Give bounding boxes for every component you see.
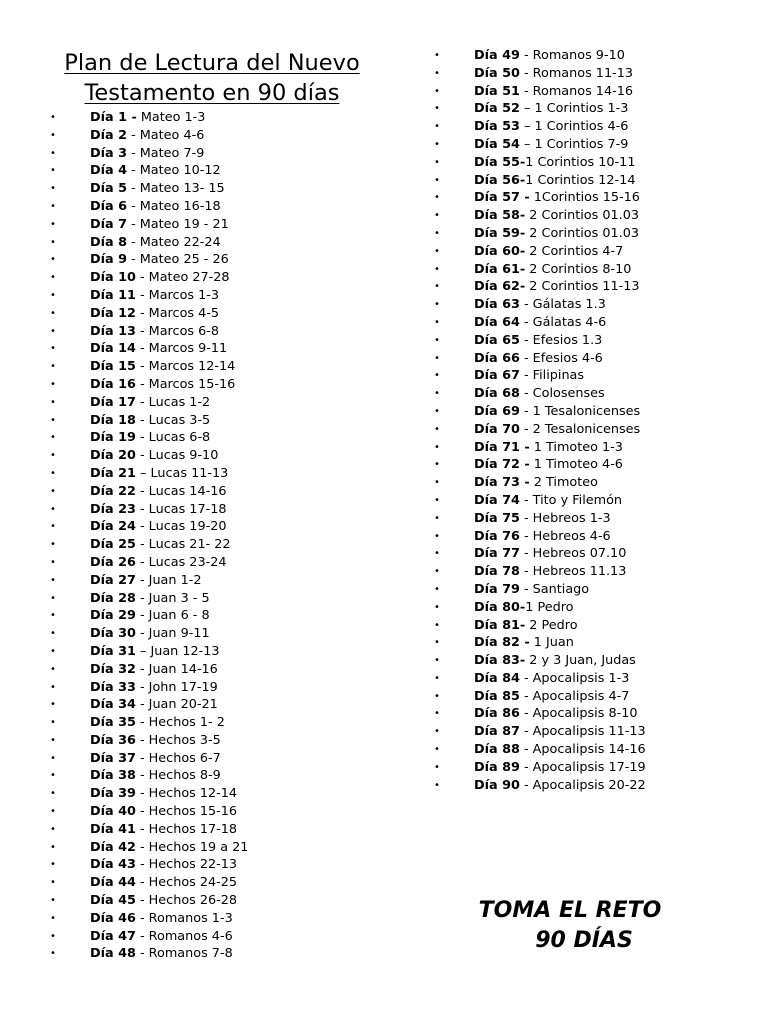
list-item: [50, 323, 248, 341]
day-label: Día 31: [90, 643, 136, 659]
day-label: Día 85: [474, 688, 520, 704]
day-label: Día 48: [90, 946, 136, 962]
list-item: [50, 892, 248, 910]
day-label: Día 78: [474, 564, 520, 580]
day-label: Día 13: [90, 323, 136, 339]
list-item: [50, 945, 248, 963]
reading-label: - Tito y Filemón: [519, 492, 623, 508]
reading-label: - Romanos 4-6: [135, 928, 233, 944]
list-item: [434, 777, 646, 795]
list-item: [50, 127, 248, 145]
list-item: [50, 465, 248, 483]
reading-label: – Juan 12-13: [135, 643, 220, 659]
day-label: Día 22: [90, 483, 136, 499]
list-item: [50, 803, 248, 821]
list-item: [434, 634, 646, 652]
day-label: Día 46: [90, 910, 136, 926]
reading-label: - Mateo 22-24: [127, 234, 221, 250]
reading-label: - Marcos 1-3: [135, 287, 220, 303]
day-label: Día 21: [90, 465, 136, 481]
day-label: Día 9: [90, 252, 128, 268]
day-label: Día 19: [90, 430, 136, 446]
reading-label: - Marcos 4-5: [135, 305, 220, 321]
day-label: Día 62-: [474, 279, 526, 295]
day-label: Día 6: [90, 198, 128, 214]
list-item: [434, 65, 646, 83]
day-label: Día 81-: [474, 617, 526, 633]
reading-label: 1 Pedro: [525, 599, 574, 615]
reading-label: 1 Juan: [529, 635, 574, 651]
list-item: [434, 670, 646, 688]
reading-label: 2 Pedro: [525, 617, 578, 633]
reading-label: - Mateo 4-6: [127, 127, 205, 143]
reading-label: - Mateo 16-18: [127, 198, 221, 214]
reading-label: - Mateo 10-12: [127, 163, 221, 179]
day-label: Día 20: [90, 448, 136, 464]
day-label: Día 40: [90, 804, 136, 820]
reading-label: - Juan 9-11: [135, 626, 210, 642]
list-item: [50, 198, 248, 216]
reading-label: - Lucas 17-18: [135, 501, 227, 517]
day-label: Día 25: [90, 537, 136, 553]
reading-label: - Marcos 9-11: [135, 341, 228, 357]
list-item: [50, 767, 248, 785]
challenge-line-2: 90 DÍAS: [535, 928, 633, 953]
list-item: [434, 332, 646, 350]
list-item: [50, 340, 248, 358]
day-label: Día 10: [90, 270, 136, 286]
list-item: [434, 296, 646, 314]
day-label: Día 90: [474, 777, 520, 793]
reading-label: 1 Timoteo 1-3: [529, 439, 623, 455]
list-item: [50, 590, 248, 608]
list-item: [50, 251, 248, 269]
list-item: [50, 732, 248, 750]
reading-label: - Hebreos 07.10: [519, 546, 627, 562]
day-label: Día 84: [474, 670, 520, 686]
reading-label: – 1 Corintios 4-6: [519, 119, 629, 135]
day-label: Día 43: [90, 857, 136, 873]
reading-label: - Juan 6 - 8: [135, 608, 210, 624]
challenge-callout: [470, 896, 670, 956]
reading-label: - Mateo 25 - 26: [127, 252, 229, 268]
day-label: Día 59-: [474, 225, 526, 241]
day-label: Día 86: [474, 706, 520, 722]
reading-label: 2 Corintios 01.03: [525, 225, 639, 241]
reading-list-right: [434, 47, 646, 794]
day-label: Día 45: [90, 893, 136, 909]
day-label: Día 1 -: [90, 110, 137, 125]
reading-label: - Apocalipsis 4-7: [519, 688, 630, 704]
reading-label: - Hechos 22-13: [135, 857, 238, 873]
day-label: Día 15: [90, 359, 136, 375]
reading-label: - Marcos 12-14: [135, 359, 236, 375]
reading-label: - Lucas 9-10: [135, 448, 219, 464]
reading-label: - Juan 1-2: [135, 572, 202, 588]
reading-label: - Colosenses: [519, 386, 605, 402]
day-label: Día 75: [474, 510, 520, 526]
day-label: Día 79: [474, 581, 520, 597]
day-label: Día 23: [90, 501, 136, 517]
day-label: Día 71 -: [474, 439, 530, 455]
reading-label: - Romanos 14-16: [519, 83, 633, 99]
reading-label: - Hebreos 1-3: [519, 510, 611, 526]
day-label: Día 57 -: [474, 190, 530, 206]
day-label: Día 29: [90, 608, 136, 624]
reading-label: - Santiago: [519, 581, 590, 597]
day-label: Día 76: [474, 528, 520, 544]
day-label: Día 35: [90, 715, 136, 731]
list-item: [434, 118, 646, 136]
list-item: [50, 429, 248, 447]
day-label: Día 60-: [474, 243, 526, 259]
day-label: Día 37: [90, 750, 136, 766]
list-item: [50, 910, 248, 928]
reading-label: - 1 Tesalonicenses: [519, 403, 641, 419]
list-item: [50, 305, 248, 323]
day-label: Día 47: [90, 928, 136, 944]
reading-label: - Marcos 15-16: [135, 376, 236, 392]
reading-label: 1 Timoteo 4-6: [529, 457, 623, 473]
day-label: Día 24: [90, 519, 136, 535]
list-item: [434, 154, 646, 172]
list-item: [50, 536, 248, 554]
reading-label: - Hechos 26-28: [135, 893, 238, 909]
list-item: [434, 510, 646, 528]
day-label: Día 7: [90, 216, 128, 232]
reading-label: - Romanos 9-10: [519, 48, 625, 63]
day-label: Día 5: [90, 181, 128, 197]
reading-label: - Filipinas: [519, 368, 585, 384]
list-item: [434, 599, 646, 617]
reading-label: - Hebreos 11.13: [519, 564, 627, 580]
list-item: [50, 643, 248, 661]
list-item: [434, 385, 646, 403]
reading-label: – 1 Corintios 1-3: [519, 101, 629, 117]
day-label: Día 68: [474, 386, 520, 402]
day-label: Día 61-: [474, 261, 526, 277]
reading-label: - Hebreos 4-6: [519, 528, 611, 544]
list-item: [434, 759, 646, 777]
reading-label: - Lucas 1-2: [135, 394, 211, 410]
list-item: [434, 456, 646, 474]
list-item: [434, 314, 646, 332]
reading-label: - Hechos 1- 2: [135, 715, 225, 731]
reading-label: – Lucas 11-13: [135, 465, 229, 481]
list-item: [434, 100, 646, 118]
list-item: [50, 412, 248, 430]
day-label: Día 87: [474, 724, 520, 740]
day-label: Día 69: [474, 403, 520, 419]
list-item: [50, 607, 248, 625]
list-item: [50, 625, 248, 643]
reading-label: - Lucas 14-16: [135, 483, 227, 499]
reading-label: 1Corintios 15-16: [529, 190, 640, 206]
day-label: Día 14: [90, 341, 136, 357]
reading-label: 2 Corintios 4-7: [525, 243, 624, 259]
reading-label: - Gálatas 1.3: [519, 297, 606, 313]
list-item: [434, 545, 646, 563]
list-item: [50, 839, 248, 857]
day-label: Día 67: [474, 368, 520, 384]
reading-label: - Apocalipsis 8-10: [519, 706, 638, 722]
reading-label: - Lucas 6-8: [135, 430, 211, 446]
list-item: [50, 358, 248, 376]
list-item: [434, 617, 646, 635]
day-label: Día 18: [90, 412, 136, 428]
list-item: [434, 367, 646, 385]
reading-label: Mateo 1-3: [136, 110, 206, 125]
list-item: [50, 554, 248, 572]
day-label: Día 54: [474, 136, 520, 152]
day-label: Día 55-: [474, 154, 526, 170]
list-item: [50, 874, 248, 892]
list-item: [50, 483, 248, 501]
list-item: [434, 563, 646, 581]
reading-label: 2 Timoteo: [529, 475, 598, 491]
day-label: Día 38: [90, 768, 136, 784]
list-item: [50, 714, 248, 732]
list-item: [50, 109, 248, 127]
day-label: Día 28: [90, 590, 136, 606]
day-label: Día 64: [474, 314, 520, 330]
day-label: Día 27: [90, 572, 136, 588]
day-label: Día 17: [90, 394, 136, 410]
list-item: [50, 661, 248, 679]
day-label: Día 34: [90, 697, 136, 713]
list-item: [434, 243, 646, 261]
list-item: [50, 376, 248, 394]
day-label: Día 89: [474, 759, 520, 775]
day-label: Día 70: [474, 421, 520, 437]
day-label: Día 8: [90, 234, 128, 250]
list-item: [50, 394, 248, 412]
day-label: Día 77: [474, 546, 520, 562]
reading-label: - Romanos 1-3: [135, 910, 233, 926]
list-item: [50, 518, 248, 536]
reading-label: - Apocalipsis 17-19: [519, 759, 646, 775]
list-item: [50, 162, 248, 180]
list-item: [434, 652, 646, 670]
list-item: [50, 447, 248, 465]
list-item: [50, 750, 248, 768]
page-title: [40, 48, 384, 108]
title-line-1: Plan de Lectura del Nuevo: [64, 50, 360, 76]
reading-label: - Hechos 8-9: [135, 768, 221, 784]
reading-label: - Apocalipsis 11-13: [519, 724, 646, 740]
reading-label: - Mateo 13- 15: [127, 181, 225, 197]
reading-label: - Lucas 21- 22: [135, 537, 231, 553]
day-label: Día 65: [474, 332, 520, 348]
day-label: Día 30: [90, 626, 136, 642]
reading-label: - Hechos 24-25: [135, 875, 238, 891]
reading-label: - Efesios 1.3: [519, 332, 603, 348]
list-item: [50, 696, 248, 714]
day-label: Día 63: [474, 297, 520, 313]
list-item: [434, 688, 646, 706]
day-label: Día 74: [474, 492, 520, 508]
list-item: [50, 180, 248, 198]
list-item: [434, 581, 646, 599]
reading-label: 2 Corintios 8-10: [525, 261, 632, 277]
list-item: [434, 83, 646, 101]
reading-label: - Mateo 19 - 21: [127, 216, 229, 232]
reading-label: - Hechos 6-7: [135, 750, 221, 766]
list-item: [434, 741, 646, 759]
list-item: [50, 679, 248, 697]
reading-label: - Hechos 17-18: [135, 821, 238, 837]
reading-label: - 2 Tesalonicenses: [519, 421, 641, 437]
day-label: Día 2: [90, 127, 128, 143]
list-item: [434, 421, 646, 439]
title-line-2: Testamento en 90 días: [84, 80, 340, 106]
list-item: [434, 723, 646, 741]
reading-label: - Lucas 23-24: [135, 554, 227, 570]
day-label: Día 4: [90, 163, 128, 179]
list-item: [434, 350, 646, 368]
day-label: Día 33: [90, 679, 136, 695]
list-item: [434, 172, 646, 190]
list-item: [434, 207, 646, 225]
reading-label: - Mateo 7-9: [127, 145, 205, 161]
reading-label: 2 Corintios 01.03: [525, 208, 639, 224]
reading-label: - Hechos 19 a 21: [135, 839, 249, 855]
list-item: [434, 439, 646, 457]
reading-label: - John 17-19: [135, 679, 218, 695]
reading-label: - Gálatas 4-6: [519, 314, 607, 330]
list-item: [434, 261, 646, 279]
reading-label: - Lucas 19-20: [135, 519, 227, 535]
day-label: Día 51: [474, 83, 520, 99]
reading-label: - Juan 14-16: [135, 661, 218, 677]
reading-label: 1 Corintios 12-14: [525, 172, 636, 188]
reading-label: - Mateo 27-28: [135, 270, 230, 286]
day-label: Día 53: [474, 119, 520, 135]
list-item: [434, 278, 646, 296]
reading-label: 2 y 3 Juan, Judas: [525, 653, 636, 669]
day-label: Día 66: [474, 350, 520, 366]
reading-label: 1 Corintios 10-11: [525, 154, 636, 170]
day-label: Día 32: [90, 661, 136, 677]
day-label: Día 73 -: [474, 475, 530, 491]
list-item: [50, 501, 248, 519]
reading-label: - Apocalipsis 1-3: [519, 670, 630, 686]
day-label: Día 36: [90, 732, 136, 748]
day-label: Día 42: [90, 839, 136, 855]
list-item: [434, 136, 646, 154]
reading-label: - Juan 20-21: [135, 697, 218, 713]
list-item: [50, 216, 248, 234]
day-label: Día 12: [90, 305, 136, 321]
list-item: [434, 528, 646, 546]
day-label: Día 88: [474, 742, 520, 758]
list-item: [50, 269, 248, 287]
day-label: Día 72 -: [474, 457, 530, 473]
list-item: [50, 821, 248, 839]
day-label: Día 56-: [474, 172, 526, 188]
day-label: Día 49: [474, 48, 520, 63]
reading-label: - Romanos 7-8: [135, 946, 233, 962]
reading-label: - Lucas 3-5: [135, 412, 211, 428]
day-label: Día 41: [90, 821, 136, 837]
day-label: Día 39: [90, 786, 136, 802]
list-item: [434, 474, 646, 492]
day-label: Día 58-: [474, 208, 526, 224]
day-label: Día 80-: [474, 599, 526, 615]
day-label: Día 44: [90, 875, 136, 891]
list-item: [434, 492, 646, 510]
day-label: Día 52: [474, 101, 520, 117]
list-item: [50, 785, 248, 803]
day-label: Día 11: [90, 287, 136, 303]
reading-label: - Efesios 4-6: [519, 350, 603, 366]
list-item: [434, 189, 646, 207]
list-item: [434, 225, 646, 243]
reading-label: - Romanos 11-13: [519, 65, 633, 81]
reading-label: 2 Corintios 11-13: [525, 279, 640, 295]
reading-label: - Hechos 12-14: [135, 786, 238, 802]
list-item: [50, 928, 248, 946]
list-item: [434, 403, 646, 421]
list-item: [434, 47, 646, 65]
day-label: Día 50: [474, 65, 520, 81]
day-label: Día 3: [90, 145, 128, 161]
list-item: [50, 572, 248, 590]
list-item: [50, 856, 248, 874]
reading-list-left: [50, 109, 248, 963]
day-label: Día 16: [90, 376, 136, 392]
reading-label: - Apocalipsis 20-22: [519, 777, 646, 793]
reading-label: - Marcos 6-8: [135, 323, 220, 339]
challenge-line-1: TOMA EL RETO: [478, 898, 662, 923]
reading-label: – 1 Corintios 7-9: [519, 136, 629, 152]
reading-label: - Apocalipsis 14-16: [519, 742, 646, 758]
reading-label: - Juan 3 - 5: [135, 590, 210, 606]
day-label: Día 82 -: [474, 635, 530, 651]
list-item: [50, 145, 248, 163]
reading-label: - Hechos 3-5: [135, 732, 221, 748]
list-item: [50, 287, 248, 305]
reading-label: - Hechos 15-16: [135, 804, 238, 820]
list-item: [50, 234, 248, 252]
day-label: Día 26: [90, 554, 136, 570]
day-label: Día 83-: [474, 653, 526, 669]
list-item: [434, 705, 646, 723]
